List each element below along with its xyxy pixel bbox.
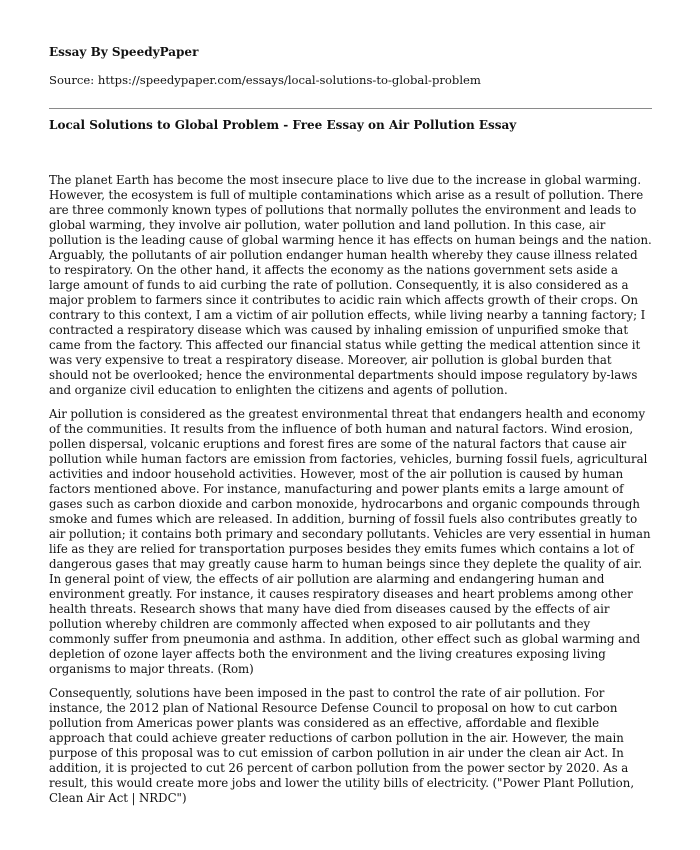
essay-body (49, 173, 652, 806)
header-divider (49, 108, 652, 109)
essay-title: Local Solutions to Global Problem - Free Essay on Air Pollution Essay (49, 118, 517, 132)
document-brand: Essay By SpeedyPaper (49, 45, 199, 59)
essay-paragraph-1: The planet Earth has become the most insecure place to live due to the increase in global warming. However, the ecosystem is full of multiple contaminations which arise as a result of pollution. There are three commonly known types of pollutions that normally pollutes the environment and leads to global warming, they involve air pollution, water pollution and land pollution. In this case, air pollution is the leading cause of global warming hence it has effects on human beings and the nation. Arguably, the pollutants of air pollution endanger human health whereby they cause illness related to respiratory. On the other hand, it affects the economy as the nations government sets aside a large amount of funds to aid curbing the rate of pollution. Consequently, it is also considered as a major problem to farmers since it contributes to acidic rain which affects growth of their crops. On contrary to this context, I am a victim of air pollution effects, while living nearby a tanning factory; I contracted a respiratory disease which was caused by inhaling emission of unpurified smoke that came from the factory. This affected our financial status while getting the medical attention since it was very expensive to treat a respiratory disease. Moreover, air pollution is global burden that should not be overlooked; hence the environmental departments should impose regulatory by-laws and organize civil education to enlighten the citizens and agents of pollution. (49, 173, 652, 397)
document-source-line: Source: https://speedypaper.com/essays/local-solutions-to-global-problem (49, 73, 481, 87)
essay-paragraph-3: Consequently, solutions have been imposed in the past to control the rate of air pollution. For instance, the 2012 plan of National Resource Defense Council to proposal on how to cut carbon pollution from Americas power plants was considered as an effective, affordable and flexible approach that could achieve greater reductions of carbon pollution in the air. However, the main purpose of this proposal was to cut emission of carbon pollution in air under the clean air Act. In addition, it is projected to cut 26 percent of carbon pollution from the power sector by 2020. As a result, this would create more jobs and lower the utility bills of electricity. ("Power Plant Pollution, Clean Air Act | NRDC") (49, 686, 635, 805)
essay-paragraph-2: Air pollution is considered as the greatest environmental threat that endangers health and economy of the communities. It results from the influence of both human and natural factors. Wind erosion, pollen dispersal, volcanic eruptions and forest fires are some of the natural factors that cause air pollution while human factors are emission from factories, vehicles, burning fossil fuels, agricultural activities and indoor household activities. However, most of the air pollution is caused by human factors mentioned above. For instance, manufacturing and power plants emits a large amount of gases such as carbon dioxide and carbon monoxide, hydrocarbons and organic compounds through smoke and fumes which are released. In addition, burning of fossil fuels also contributes greatly to air pollution; it contains both primary and secondary pollutants. Vehicles are very essential in human life as they are relied for transportation purposes besides they emits fumes which contains a lot of dangerous gases that may greatly cause harm to human beings since they deplete the quality of air. In general point of view, the effects of air pollution are alarming and endangering human and environment greatly. For instance, it causes respiratory diseases and heart problems among other health threats. Research shows that many have died from diseases caused by the effects of air pollution whereby children are commonly affected when exposed to air pollutants and they commonly suffer from pneumonia and asthma. In addition, other effect such as global warming and depletion of ozone layer affects both the environment and the living creatures exposing living organisms to major threats. (Rom) (49, 407, 651, 676)
